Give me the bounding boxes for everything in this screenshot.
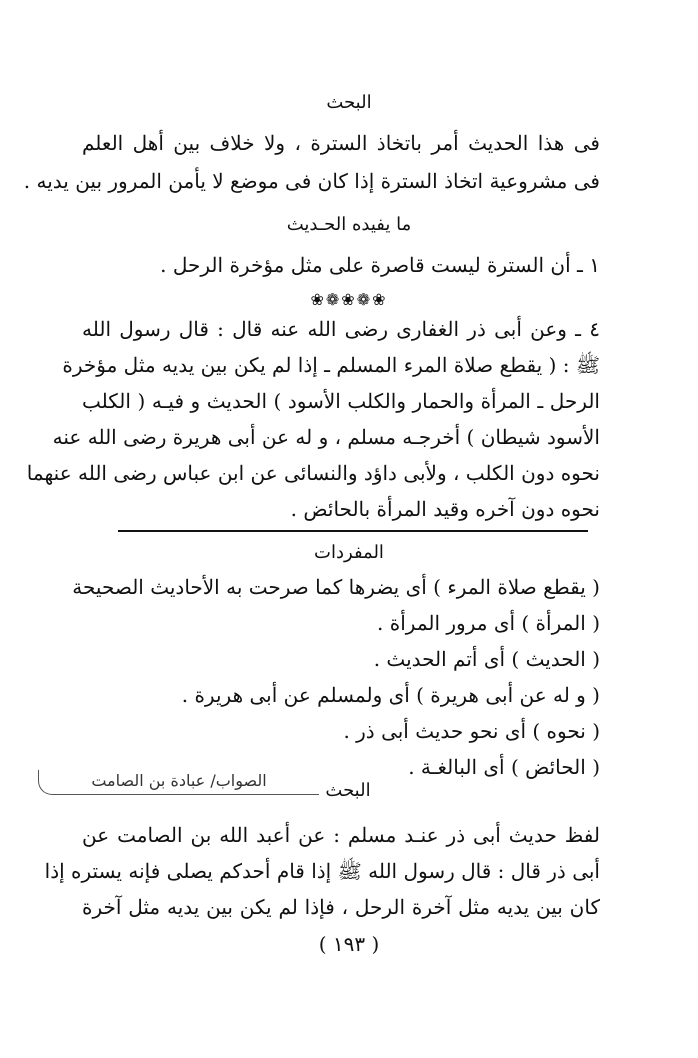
- section-heading-bahth: البحث: [325, 780, 371, 801]
- handwritten-margin-note: الصواب/ عبادة بن الصامت: [38, 770, 319, 795]
- vocab-item: ( نحوه ) أى نحو حديث أبى ذر .: [343, 719, 600, 743]
- vocab-item: ( الحائض ) أى البالغـة .: [408, 755, 600, 779]
- section-heading-vocabulary: المفردات: [314, 542, 384, 563]
- section-heading-bahth: البحث: [326, 92, 372, 113]
- body-line: كان بين يديه مثل آخرة الرحل ، فإذا لم يكن بين يديه مثل آخرة: [82, 895, 600, 919]
- hadith-line: ﷺ : ( يقطع صلاة المرء المسلم ـ إذا لم يكن بين يديه مثل مؤخرة: [62, 353, 600, 377]
- vocab-item: ( الحديث ) أى أتم الحديث .: [373, 647, 600, 671]
- ornament-divider: ❀❁❀❁❀: [310, 290, 388, 309]
- body-line: أبى ذر قال : قال رسول الله ﷺ إذا قام أحدكم يصلى فإنه يستره إذا: [44, 859, 600, 883]
- page-number: ( ١٩٣ ): [318, 932, 380, 956]
- section-heading-benefits: ما يفيده الحـديث: [286, 214, 412, 235]
- hadith-line: نحوه دون آخره وقيد المرأة بالحائض .: [290, 497, 600, 521]
- hadith-line: نحوه دون الكلب ، ولأبى داؤد والنسائى عن ابن عباس رضى الله عنهما: [26, 461, 600, 485]
- horizontal-rule: [118, 530, 588, 532]
- body-line: لفظ حديث أبى ذر عنـد مسلم : عن أعبد الله بن الصامت عن: [82, 823, 600, 847]
- vocab-item: ( و له عن أبى هريرة ) أى ولمسلم عن أبى هريرة .: [181, 683, 600, 707]
- hadith-line: الأسود شيطان ) أخرجـه مسلم ، و له عن أبى هريرة رضى الله عنه: [52, 425, 600, 449]
- body-line: فى هذا الحديث أمر باتخاذ السترة ، ولا خلاف بين أهل العلم: [82, 131, 600, 155]
- hadith-line: الرحل ـ المرأة والحمار والكلب الأسود ) الحديث و فيـه ( الكلب: [82, 389, 600, 413]
- body-line: فى مشروعية اتخاذ السترة إذا كان فى موضع لا يأمن المرور بين يديه .: [23, 169, 600, 193]
- hadith-line: ٤ ـ وعن أبى ذر الغفارى رضى الله عنه قال : قال رسول الله: [82, 317, 600, 341]
- benefit-item: ١ ـ أن السترة ليست قاصرة على مثل مؤخرة الرحل .: [160, 253, 600, 277]
- vocab-item: ( المرأة ) أى مرور المرأة .: [377, 611, 600, 635]
- vocab-item: ( يقطع صلاة المرء ) أى يضرها كما صرحت به الأحاديث الصحيحة: [72, 575, 600, 599]
